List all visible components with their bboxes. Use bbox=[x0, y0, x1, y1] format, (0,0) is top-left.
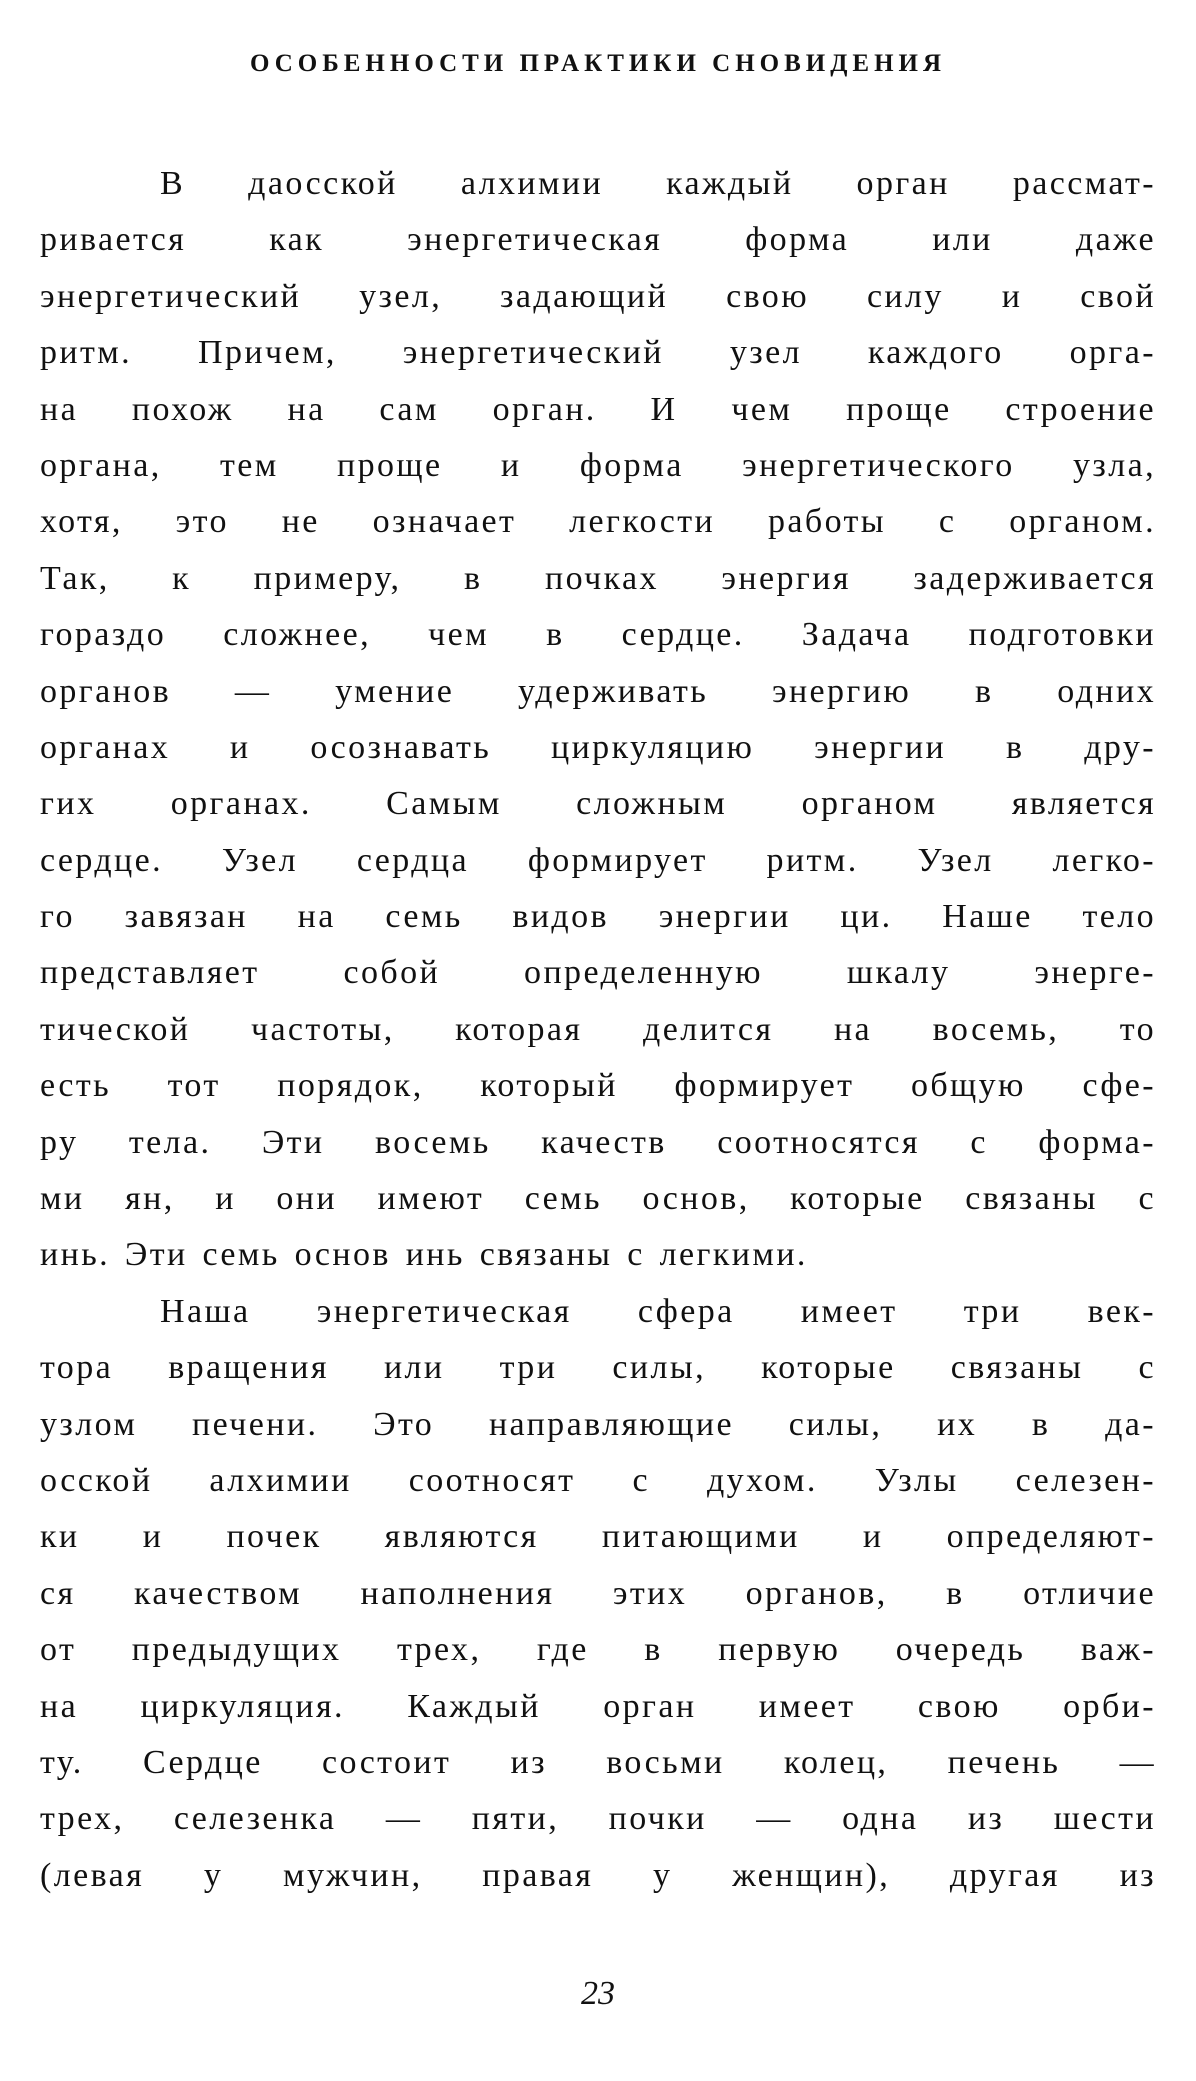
paragraph bbox=[40, 1284, 1156, 1904]
text-line: есть тот порядок, который формирует общую сфе- bbox=[40, 1067, 1156, 1105]
text-line: Так, к примеру, в почках энергия задерживается bbox=[40, 559, 1156, 597]
text-line: органа, тем проще и форма энергетического узла, bbox=[40, 446, 1156, 484]
text-line: энергетический узел, задающий свою силу и свой bbox=[40, 277, 1156, 315]
text-line: ритм. Причем, энергетический узел каждого орга- bbox=[40, 334, 1156, 372]
text-line: ту. Сердце состоит из восьми колец, печень — bbox=[40, 1743, 1156, 1781]
text-line: тической частоты, которая делится на восемь, то bbox=[40, 1010, 1156, 1048]
text-line: ми ян, и они имеют семь основ, которые связаны с bbox=[40, 1180, 1156, 1218]
paragraph bbox=[40, 156, 1156, 1284]
text-line: хотя, это не означает легкости работы с органом. bbox=[40, 503, 1156, 541]
running-head: ОСОБЕННОСТИ ПРАКТИКИ СНОВИДЕНИЯ bbox=[249, 50, 947, 77]
text-line: ки и почек являются питающими и определяют- bbox=[40, 1518, 1156, 1556]
text-line: органах и осознавать циркуляцию энергии в дру- bbox=[40, 728, 1156, 766]
text-line: гих органах. Самым сложным органом является bbox=[40, 785, 1156, 823]
text-line: ся качеством наполнения этих органов, в отличие bbox=[40, 1574, 1156, 1612]
book-page bbox=[40, 0, 1156, 2081]
text-line: инь. Эти семь основ инь связаны с легкими. bbox=[40, 1236, 808, 1274]
page-number: 23 bbox=[581, 1975, 615, 2012]
text-line: Наша энергетическая сфера имеет три век- bbox=[160, 1292, 1156, 1330]
text-line: В даосской алхимии каждый орган рассмат- bbox=[160, 165, 1156, 202]
text-line: гораздо сложнее, чем в сердце. Задача подготовки bbox=[40, 616, 1156, 654]
text-line: осской алхимии соотносят с духом. Узлы селезен- bbox=[40, 1461, 1156, 1499]
text-line: тора вращения или три силы, которые связаны с bbox=[40, 1349, 1156, 1387]
text-line: на похож на сам орган. И чем проще строение bbox=[40, 390, 1156, 428]
text-line: ривается как энергетическая форма или даже bbox=[40, 221, 1156, 259]
text-line: сердце. Узел сердца формирует ритм. Узел легко- bbox=[40, 841, 1156, 879]
text-line: го завязан на семь видов энергии ци. Наше тело bbox=[40, 898, 1156, 936]
text-line: узлом печени. Это направляющие силы, их в да- bbox=[40, 1405, 1156, 1443]
text-line: на циркуляция. Каждый орган имеет свою орби- bbox=[40, 1687, 1156, 1725]
text-line: ру тела. Эти восемь качеств соотносятся с форма- bbox=[40, 1123, 1156, 1161]
body-text bbox=[40, 156, 1156, 1904]
text-line: представляет собой определенную шкалу энерге- bbox=[40, 954, 1156, 992]
text-line: от предыдущих трех, где в первую очередь важ- bbox=[40, 1631, 1156, 1669]
text-line: трех, селезенка — пяти, почки — одна из шести bbox=[40, 1800, 1156, 1838]
text-line: органов — умение удерживать энергию в одних bbox=[40, 672, 1156, 710]
text-line: (левая у мужчин, правая у женщин), другая из bbox=[40, 1856, 1156, 1894]
